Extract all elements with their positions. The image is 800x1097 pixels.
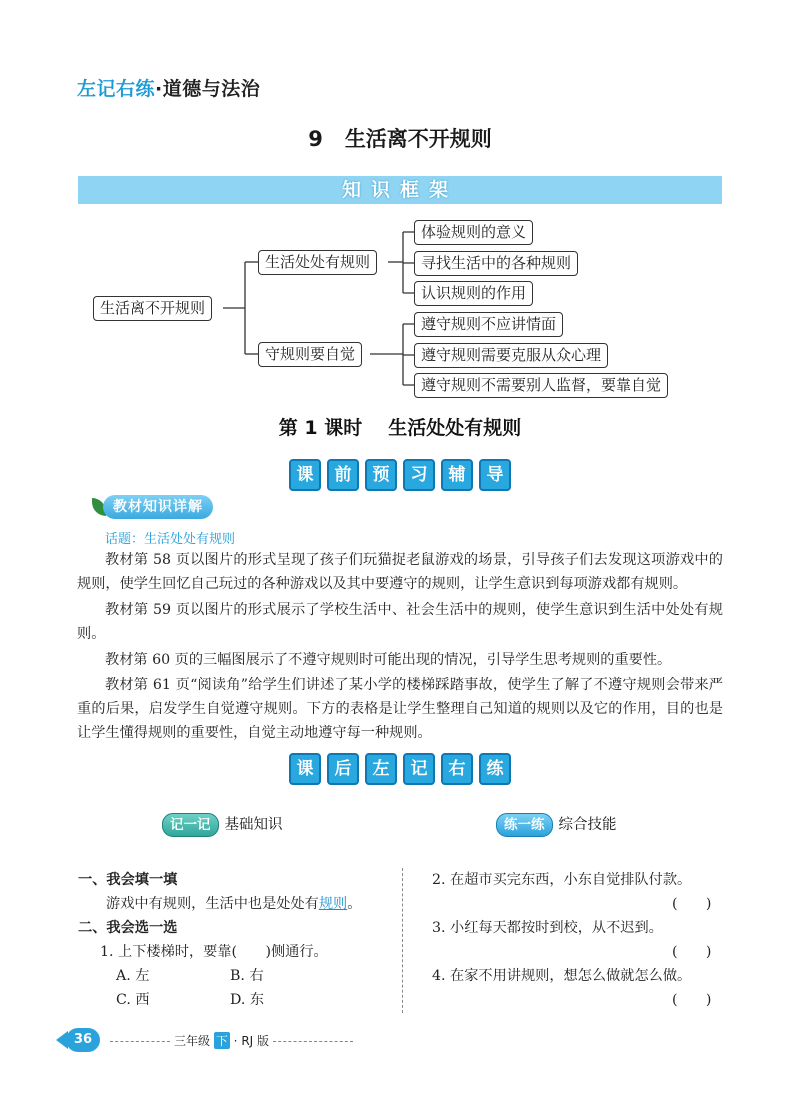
lesson-number: 9 [308,127,323,151]
judge-question: 2. 在超市买完东西，小东自觉排队付款。 [432,872,692,888]
tree-leaf: 寻找生活中的各种规则 [414,251,578,276]
practice-tag: 练一练 [496,813,553,837]
textbook-explain-badge: 教材知识详解 [103,495,213,519]
paragraph: 教材第 60 页的三幅图展示了不遵守规则时可能出现的情况，引导学生思考规则的重要性。 [105,652,672,668]
basic-knowledge-heading [162,813,283,837]
choice-option: D. 东 [230,992,265,1008]
period-title: 生活处处有规则 [388,417,522,439]
branch2-leaf-connectors [403,324,414,385]
paragraph: 教材第 61 页“阅读角”给学生们讲述了某小学的楼梯踩踏事故，使学生了解了不遵守规则会带来严重的后果，启发学生自觉遵守规则。下方的表格是让学生整理自己知道的规则以及它的作用，目的也是让学生懂得规则的重要性，自觉主动地遵守每一种规则。 [77,677,723,741]
tree-leaf: 遵守规则需要克服从众心理 [414,343,608,368]
section-tile: 记 [403,753,435,785]
subject-name: 道德与法治 [162,78,261,100]
section-tile: 导 [479,459,511,491]
title-separator: · [155,78,163,100]
brand-name: 左记右练 [77,78,156,100]
paragraph: 教材第 58 页以图片的形式呈现了孩子们玩猫捉老鼠游戏的场景，引导孩子们去发现这项游戏中的规则，使学生回忆自己玩过的各种游戏以及其中要遵守的规则，让学生意识到每项游戏都有规则。 [77,552,723,592]
fill-section-title: 一、我会填一填 [78,872,178,888]
memorize-tag: 记一记 [162,813,219,837]
lesson-name: 生活离不开规则 [344,127,492,151]
knowledge-framework-banner: 知识框架 [78,176,722,204]
section-tile: 练 [479,753,511,785]
choice-question-1: 1. 上下楼梯时，要靠( )侧通行。 [100,944,328,960]
basic-knowledge-title: 基础知识 [224,817,283,833]
tree-branch-2: 守规则要自觉 [258,342,362,367]
section-tile: 后 [327,753,359,785]
tree-leaf: 认识规则的作用 [414,281,533,306]
tree-connectors [0,0,800,420]
fill-answer: 规则 [318,896,348,912]
branch1-leaf-connectors [403,232,414,293]
tree-leaf: 遵守规则不应讲情面 [414,312,563,337]
section-tile: 课 [289,753,321,785]
section-tile: 预 [365,459,397,491]
answer-blank: ( ) [672,944,712,960]
footer-info: 三年级 下 · RJ 版 [106,1032,357,1049]
lesson-subtitle [0,413,800,440]
section-tile: 前 [327,459,359,491]
choice-option: B. 右 [230,968,264,984]
tree-leaf: 体验规则的意义 [414,220,533,245]
choice-section-title: 二、我会选一选 [78,920,178,936]
skills-title: 综合技能 [558,817,617,833]
edition-label: RJ 版 [241,1034,270,1048]
tree-leaf: 遵守规则不需要别人监督，要靠自觉 [414,373,668,398]
period-label: 第 1 课时 [278,417,363,439]
fill-question [106,892,361,916]
section-tile: 课 [289,459,321,491]
section-tile: 习 [403,459,435,491]
answer-blank: ( ) [672,896,712,912]
paragraph: 教材第 59 页以图片的形式展示了学校生活中、社会生活中的规则，使学生意识到生活中处处有规则。 [77,602,723,642]
section-tile: 辅 [441,459,473,491]
fill-prefix: 游戏中有规则，生活中也是处处有 [106,896,319,912]
choice-option: C. 西 [116,992,150,1008]
choice-option: A. 左 [116,968,150,984]
section-tile: 左 [365,753,397,785]
tree-branch-1: 生活处处有规则 [258,250,377,275]
practice-section-header [0,753,800,785]
topic-label: 话题：生活处处有规则 [105,532,236,547]
fill-suffix: 。 [347,896,362,912]
preview-section-header [0,459,800,491]
tree-root: 生活离不开规则 [93,296,212,321]
term-label: 下 [215,1034,228,1048]
page-number: 36 [66,1028,100,1052]
judge-question: 4. 在家不用讲规则，想怎么做就怎么做。 [432,968,692,984]
section-tile: 右 [441,753,473,785]
column-divider [402,868,403,1013]
skills-heading [496,813,617,837]
grade-label: 三年级 [174,1034,211,1048]
answer-blank: ( ) [672,992,712,1008]
judge-question: 3. 小红每天都按时到校，从不迟到。 [432,920,663,936]
